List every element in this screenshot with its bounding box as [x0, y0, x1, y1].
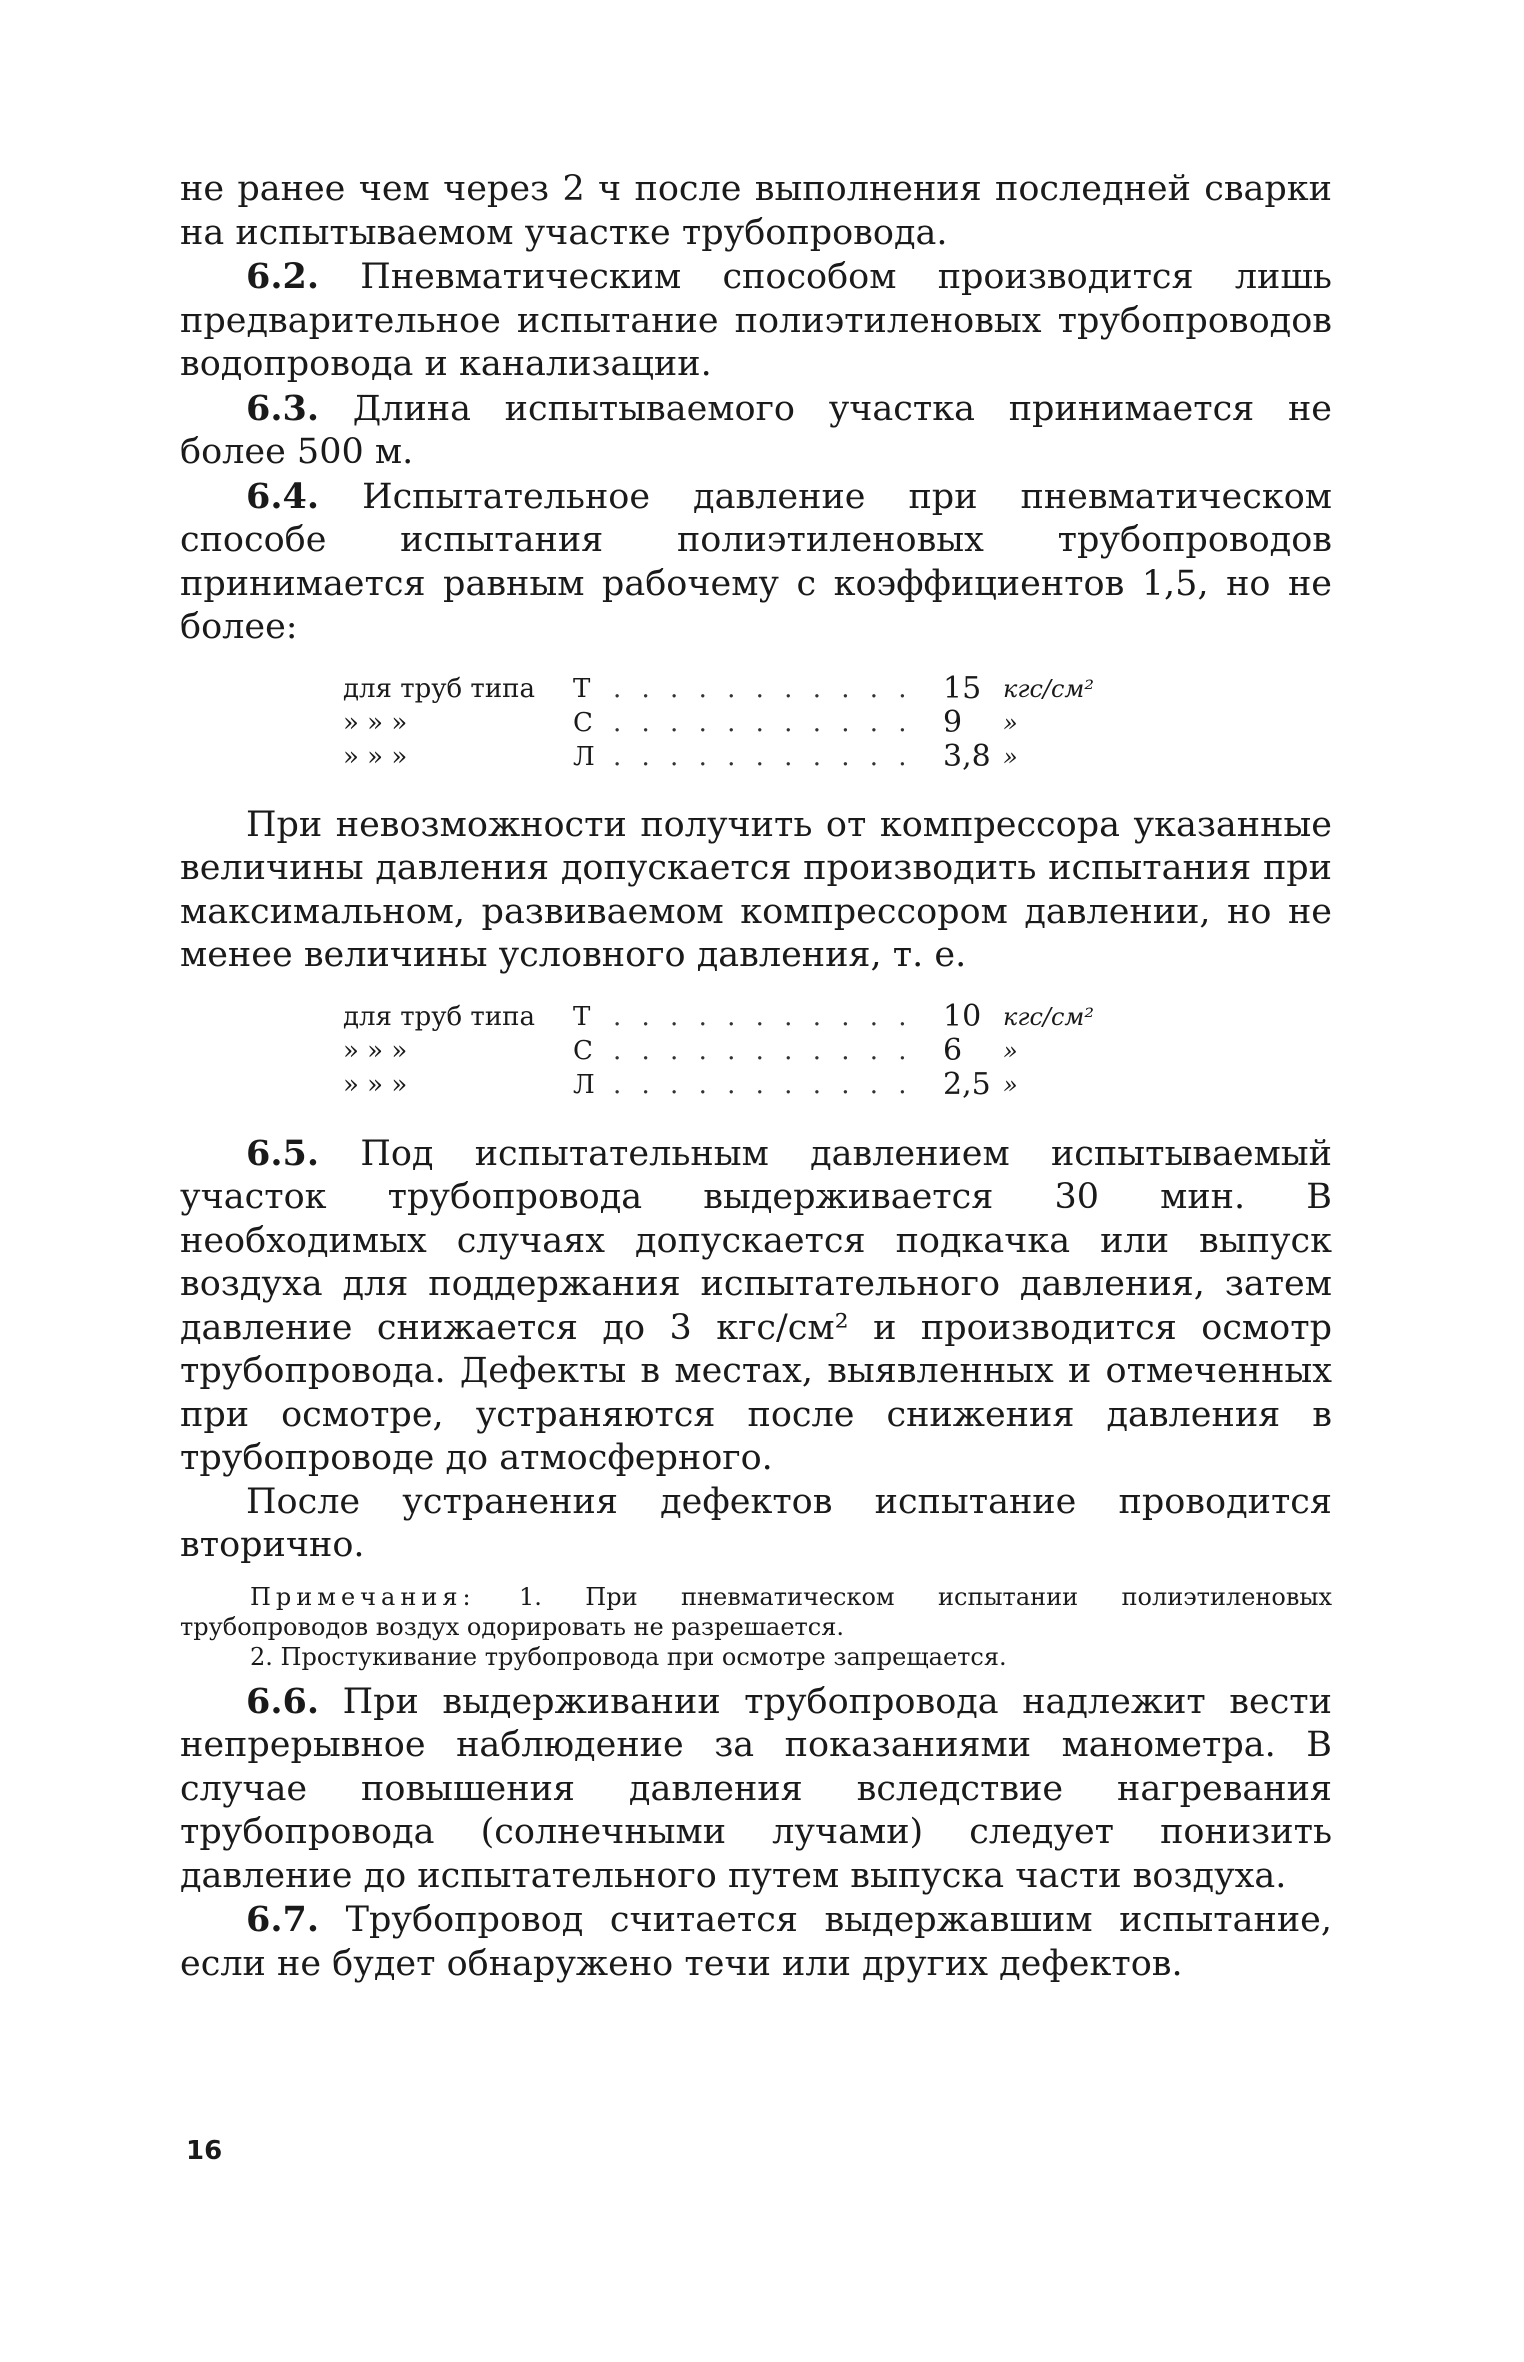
pipe-type: С: [573, 1035, 593, 1066]
pressure-table-min: [343, 1000, 1094, 1102]
pipe-type: Т: [573, 673, 591, 704]
note-2: 2. Простукивание трубопровода при осмотре запрещается.: [250, 1642, 1007, 1671]
row-label: » » »: [343, 1035, 408, 1066]
paragraph-compressor: При невозможности получить от компрессора указанные величины давления допускается производить испытания при максимальном, развиваемом компрессором давлении, но не менее величины условного давления, т. е.: [180, 804, 1332, 975]
pipe-type: Т: [573, 1001, 591, 1032]
row-label: для труб типа: [343, 673, 535, 704]
clause-number: 6.4.: [246, 475, 320, 517]
table-row: [343, 1000, 1094, 1034]
clause-number: 6.7.: [246, 1899, 320, 1940]
paragraph-6-7: 6.7. Трубопровод считается выдержавшим испытание, если не будет обнаружено течи или других дефектов.: [180, 1899, 1332, 1984]
pressure-unit: кгс/см²: [1003, 674, 1094, 703]
clause-number: 6.3.: [246, 387, 320, 429]
table-row: [343, 1068, 1094, 1102]
paragraph-retest: После устранения дефектов испытание проводится вторично.: [180, 1481, 1332, 1565]
pressure-value: 6: [943, 1032, 963, 1068]
page-number: 16: [186, 2136, 223, 2166]
clause-number: 6.5.: [246, 1132, 320, 1174]
table-row: [343, 740, 1094, 774]
pressure-value: 2,5: [943, 1066, 991, 1102]
row-label: » » »: [343, 1069, 408, 1100]
paragraph-6-6: 6.6. При выдерживании трубопровода надлежит вести непрерывное наблюдение за показаниями манометра. В случае повышения давления вследствие нагревания трубопровода (солнечными лучами) следует понизить давление до испытательного путем выпуска части воздуха.: [180, 1680, 1332, 1896]
leader-dots: . . . . . . . . . . .: [613, 673, 913, 704]
pipe-type: Л: [573, 1069, 595, 1100]
leader-dots: . . . . . . . . . . .: [613, 1035, 913, 1066]
pressure-unit: »: [1003, 742, 1018, 771]
pipe-type: С: [573, 707, 593, 738]
pressure-value: 10: [943, 998, 982, 1034]
paragraph-continuation: не ранее чем через 2 ч после выполнения последней сварки на испытываемом участке трубопровода.: [180, 169, 1332, 253]
notes-heading: Примечания:: [250, 1582, 476, 1611]
pressure-value: 3,8: [943, 738, 991, 774]
pressure-unit: кгс/см²: [1003, 1002, 1094, 1031]
pressure-value: 9: [943, 704, 963, 740]
note-1: Примечания: 1. При пневматическом испытании полиэтиленовых трубопроводов воздух одорировать не разрешается.: [180, 1582, 1332, 1641]
row-label: » » »: [343, 741, 408, 772]
pressure-unit: »: [1003, 708, 1018, 737]
leader-dots: . . . . . . . . . . .: [613, 707, 913, 738]
leader-dots: . . . . . . . . . . .: [613, 1001, 913, 1032]
leader-dots: . . . . . . . . . . .: [613, 741, 913, 772]
pipe-type: Л: [573, 741, 595, 772]
paragraph-6-4: 6.4. Испытательное давление при пневматическом способе испытания полиэтиленовых трубопроводов принимается равным рабочему с коэффициентов 1,5, но не более:: [180, 475, 1332, 647]
paragraph-6-3: 6.3. Длина испытываемого участка принимается не более 500 м.: [180, 387, 1332, 472]
table-row: [343, 1034, 1094, 1068]
pressure-unit: »: [1003, 1070, 1018, 1099]
row-label: » » »: [343, 707, 408, 738]
leader-dots: . . . . . . . . . . .: [613, 1069, 913, 1100]
pressure-unit: »: [1003, 1036, 1018, 1065]
table-row: [343, 706, 1094, 740]
paragraph-6-5: 6.5. Под испытательным давлением испытываемый участок трубопровода выдерживается 30 мин. В необходимых случаях допускается подкачка или выпуск воздуха для поддержания испытательного давления, затем давление снижается до 3 кгс/см² и производится осмотр трубопровода. Дефекты в местах, выявленных и отмеченных при осмотре, устраняются после снижения давления в трубопроводе до атмосферного.: [180, 1132, 1332, 1478]
row-label: для труб типа: [343, 1001, 535, 1032]
notes-block: [180, 1582, 1332, 1672]
pressure-value: 15: [943, 670, 982, 706]
pressure-table-max: [343, 672, 1094, 774]
body-text: [180, 168, 1332, 1986]
clause-number: 6.2.: [246, 256, 320, 297]
clause-number: 6.6.: [246, 1680, 320, 1722]
table-row: [343, 672, 1094, 706]
paragraph-6-2: 6.2. Пневматическим способом производится лишь предварительное испытание полиэтиленовых трубопроводов водопровода и канализации.: [180, 256, 1332, 384]
